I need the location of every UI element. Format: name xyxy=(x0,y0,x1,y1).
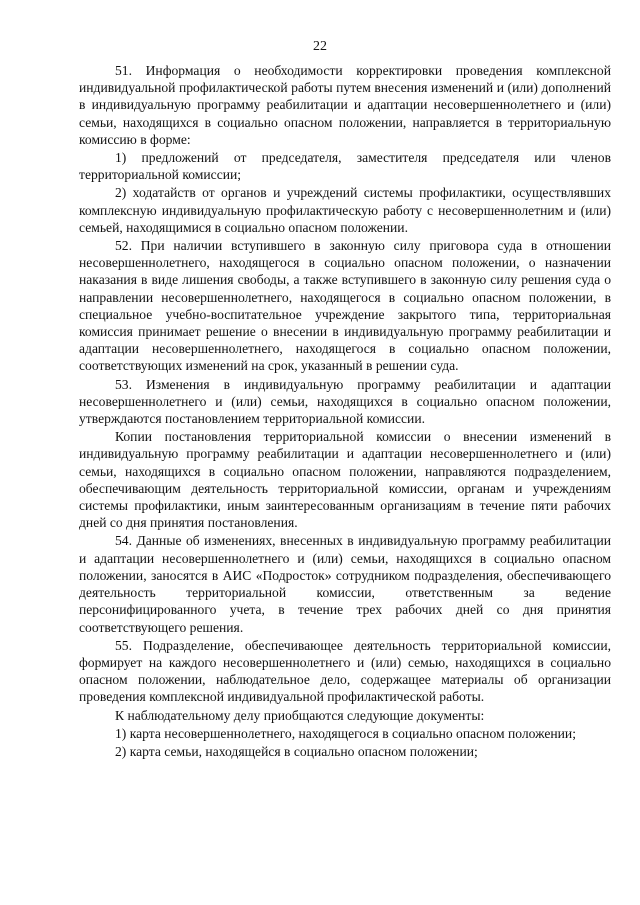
paragraph-documents-intro: К наблюдательному делу приобщаются следующие документы: xyxy=(115,707,485,723)
paragraph-52: 52. При наличии вступившего в законную силу приговора суда в отношении несовершеннолетнего, находящегося в социально опасном положении, о назначении наказания в виде лишения свободы, а также вступившего в законную силу решения суда о направлении несовершеннолетнего, находящегося в социально опасном положении, в специальное учебно-воспитательное учреждение закрытого типа, территориальная комиссия принимает решение о внесении в индивидуальную программу реабилитации и адаптации несовершеннолетнего, находящегося в социально опасном положении, соответствующих изменений на срок, указанный в решении суда. xyxy=(79,238,611,374)
list-item-family-card: 2) карта семьи, находящейся в социально опасном положении; xyxy=(115,743,478,759)
list-item-2: 2) ходатайств от органов и учреждений системы профилактики, осуществлявших комплексную индивидуальную профилактическую работу с несовершеннолетним и (или) семьей, находящимися в социально опасном положении. xyxy=(79,185,611,235)
paragraph-51: 51. Информация о необходимости корректировки проведения комплексной индивидуальной профилактической работы путем внесения изменений и (или) дополнений в индивидуальную программу реабилитации и адаптации несовершеннолетнего и (или) семьи, находящихся в социально опасном положении, направляется в территориальную комиссию в форме: xyxy=(79,63,611,147)
page-number: 22 xyxy=(313,39,327,54)
paragraph-copies: Копии постановления территориальной комиссии о внесении изменений в индивидуальную программу реабилитации и адаптации несовершеннолетнего и (или) семьи, находящихся в социально опасном положении, направляются подразделением, обеспечивающим деятельность территориальной комиссии, органам и учреждениям системы профилактики, иным заинтересованным организациям в течение пяти рабочих дней со дня принятия постановления. xyxy=(79,429,611,531)
paragraph-54: 54. Данные об изменениях, внесенных в индивидуальную программу реабилитации и адаптации несовершеннолетнего и (или) семьи, находящихся в социально опасном положении, заносятся в АИС «Подросток» сотрудником подразделения, обеспечивающего деятельность территориальной комиссии, ответственным за ведение персонифицированного учета, в течение трех рабочих дней со дня принятия соответствующего решения. xyxy=(79,533,611,635)
paragraph-53: 53. Изменения в индивидуальную программу реабилитации и адаптации несовершеннолетнего и (или) семьи, находящихся в социально опасном положении, утверждаются постановлением территориальной комиссии. xyxy=(79,376,611,427)
list-item-1: 1) предложений от председателя, заместителя председателя или членов территориальной комиссии; xyxy=(79,150,611,183)
document-body xyxy=(79,62,611,760)
list-item-minor-card: 1) карта несовершеннолетнего, находящегося в социально опасном положении; xyxy=(115,725,576,741)
paragraph-55: 55. Подразделение, обеспечивающее деятельность территориальной комиссии, формирует на каждого несовершеннолетнего и (или) семью, находящихся в социально опасном положении, наблюдательное дело, содержащее материалы об организации проведения комплексной индивидуальной профилактической работы. xyxy=(79,637,611,705)
